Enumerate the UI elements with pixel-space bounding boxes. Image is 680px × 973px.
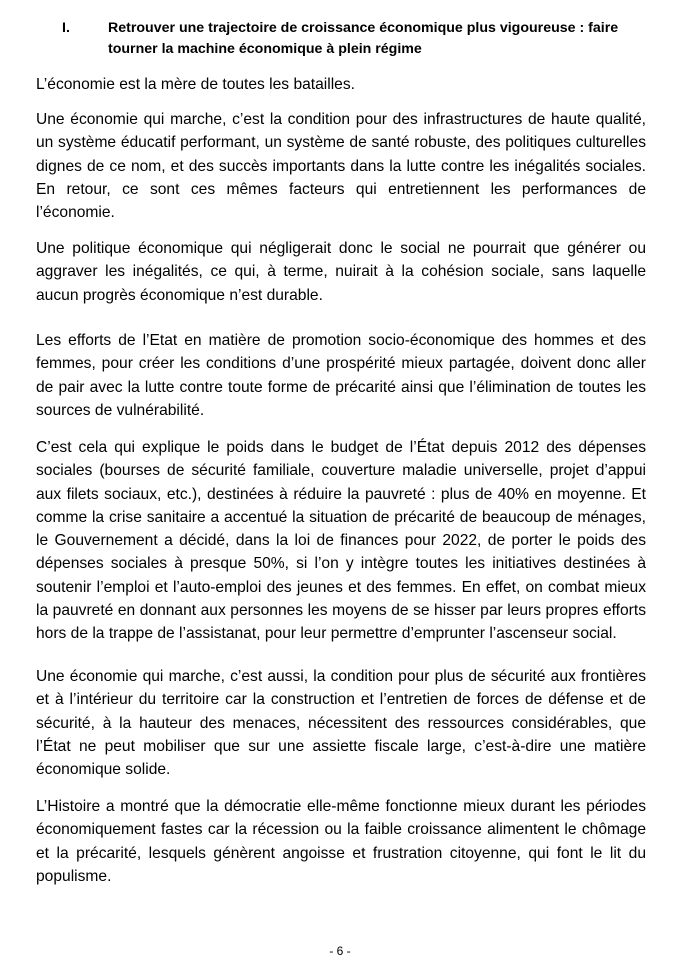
section-number: I.	[62, 20, 70, 36]
paragraph-4: Les efforts de l’Etat en matière de promotion socio-économique des hommes et des femmes, pour créer les conditions d’une prospérité mieux partagée, doivent donc aller de pair avec la lutte contre toute forme de précarité ainsi que l’élimination de toutes les sources de vulnérabilité.	[36, 332, 646, 419]
paragraph-2: Une économie qui marche, c’est la condition pour des infrastructures de haute qualité, un système éducatif performant, un système de santé robuste, des politiques culturelles dignes de ce nom, et des succès importants dans la lutte contre les inégalités sociales. En retour, ce sont ces mêmes facteurs qui entretiennent les performances de l’économie.	[36, 111, 646, 222]
paragraph-6: Une économie qui marche, c’est aussi, la condition pour plus de sécurité aux frontières et à l’intérieur du territoire car la construction et l’entretien de forces de défense et de sécurité, à la hauteur des menaces, nécessitent des ressources considérables, que l’État ne peut mobiliser que sur une assiette fiscale large, c’est-à-dire une matière économique solide.	[36, 668, 646, 779]
paragraph-1: L’économie est la mère de toutes les batailles.	[36, 76, 355, 93]
page-number: - 6 -	[329, 944, 351, 958]
section-heading	[62, 18, 652, 60]
paragraph-3: Une politique économique qui négligerait donc le social ne pourrait que générer ou aggraver les inégalités, ce qui, à terme, nuirait à la cohésion sociale, sans laquelle aucun progrès économique n’est durable.	[36, 240, 646, 304]
section-title: Retrouver une trajectoire de croissance économique plus vigoureuse : faire tourner la machine économique à plein régime	[108, 20, 619, 57]
paragraph-5: C’est cela qui explique le poids dans le budget de l’État depuis 2012 des dépenses sociales (bourses de sécurité familiale, couverture maladie universelle, projet d’appui aux filets sociaux, etc.), destinées à réduire la pauvreté : plus de 40% en moyenne. Et comme la crise sanitaire a accentué la situation de précarité de beaucoup de ménages, le Gouvernement a décidé, dans la loi de finances pour 2022, de porter le poids des dépenses sociales à presque 50%, si l’on y intègre toutes les initiatives destinées à soutenir l’emploi et l’auto-emploi des jeunes et des femmes. En effet, on combat mieux la pauvreté en donnant aux personnes les moyens de se hisser par leurs propres efforts hors de la trappe de l’assistanat, pour leur permettre d’emprunter l’ascenseur social.	[36, 439, 646, 643]
paragraph-7: L’Histoire a montré que la démocratie elle-même fonctionne mieux durant les périodes économiquement fastes car la récession ou la faible croissance alimentent le chômage et la précarité, lesquels génèrent angoisse et frustration citoyenne, qui font le lit du populisme.	[36, 798, 646, 885]
